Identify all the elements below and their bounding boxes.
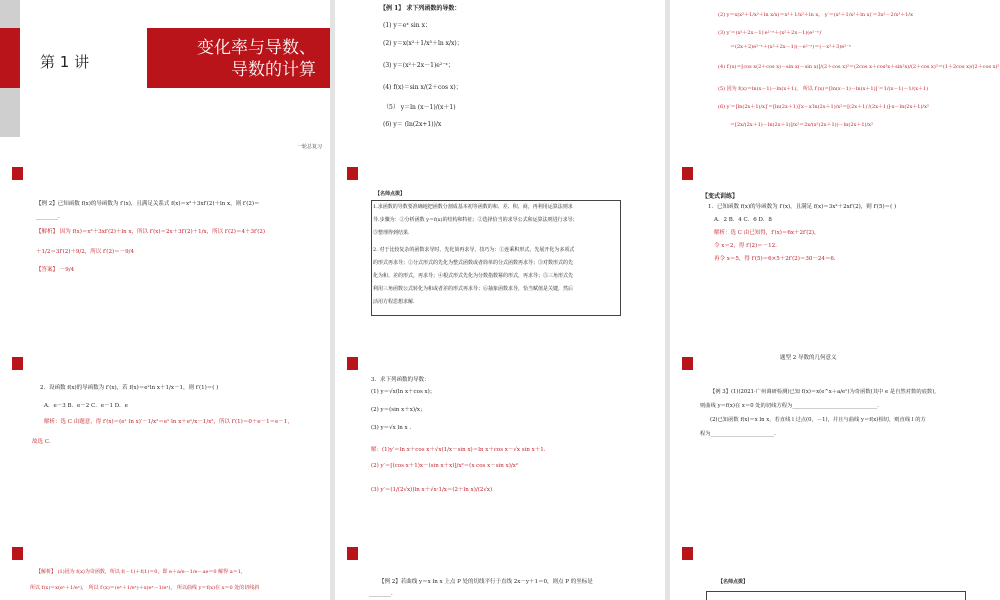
slide-marker (12, 167, 23, 180)
slide-thumbnail-10[interactable] (0, 537, 330, 600)
problem-item: (3) y＝(x²＋2x－1)e²⁻ˣ； (383, 62, 454, 69)
tip-line: 1.求函数的导数要准确地把函数分割成基本初等函数的和、差、积、商，再利用运算法则求 (373, 204, 573, 210)
slide-marker (347, 547, 358, 560)
answer-blank: ________. (36, 214, 60, 220)
problem-item: (3) y＝√x ln x . (371, 425, 412, 431)
question-text: 2．设函数 f(x)的导函数为 f′(x)，若 f(x)＝eˣln x＋1/x－1，则 f′(1)＝( ) (40, 385, 219, 391)
solution-line: ＝[2x/(2x＋1)－ln(2x＋1)]/x²＝2x/(x²(2x＋1))－ln(2x＋1)/x² (730, 122, 873, 128)
tip-line: 的形式再求导；②分式形式的先化为整式函数或者简单的分式函数再求导；③对数形式的先 (373, 260, 574, 266)
solution-line: (6) y′＝[ln(2x＋1)/x]′＝[ln(2x＋1)]′x－x′ln(2x＋1)/x²＝[(2x＋1)′/(2x＋1)]·x－ln(2x＋1)/x² (718, 104, 929, 110)
tip-line: 利用三角函数公式转化为和或者差的形式再求导；⑥抽象函数求导，恰当赋值是关键，然后 (373, 286, 574, 292)
problem-item: (2) y＝x(x²＋1/x³＋ln x/x)； (383, 40, 463, 47)
problem-item: （5） y＝ln (x－1)/(x＋1) (383, 104, 456, 111)
solution-line: 【解析】 因为 f(x)＝x²＋3xf′(2)＋ln x，所以 f′(x)＝2x＋3f′(2)＋1/x，所以 f′(2)＝4＋3f′(2) (36, 229, 266, 235)
slide-thumbnail-5[interactable] (335, 157, 665, 347)
slide-title (180, 37, 316, 81)
slide-thumbnail-2[interactable] (335, 0, 665, 157)
solution-line: 故选 C. (32, 439, 51, 445)
slide-thumbnail-7[interactable] (0, 347, 330, 537)
problem-item: (2) y＝(sin x＋x)/x； (371, 407, 426, 413)
solution-line: ＝(2x＋2)e²⁻ˣ＋(x²＋2x－1)(－e²⁻ˣ)＝(－x²＋3)e²⁻ˣ (730, 44, 851, 50)
solution-line: (3) y′＝(1/(2√x))ln x＋√x·1/x＝(2＋ln x)/(2√x) (371, 487, 493, 493)
solution-line: (5) 因为 f(x)＝ln(x－1)－ln(x＋1)， 所以 f′(x)＝[ln(x－1)－ln(x＋1)]′＝1/(x－1)－1/(x＋1) (718, 86, 929, 92)
lecture-label: 第 1 讲 (40, 53, 90, 71)
slide-thumbnail-3[interactable] (670, 0, 1000, 157)
example-heading: 【例 1】 求下列函数的导数： (380, 5, 461, 12)
tip-line: 2. 对于比较复杂的函数求导时，先化简再求导，技巧为：①连乘积形式，先展开化为多项式 (373, 247, 575, 253)
slide-thumbnail-11[interactable] (335, 537, 665, 600)
question-heading: 3．求下列函数的导数： (371, 377, 430, 383)
practice-heading: 【变式训练】 (702, 193, 739, 200)
tip-heading: 【名师点拨】 (718, 579, 749, 585)
slide-marker (12, 547, 23, 560)
solution-line: 令 x＝2，得 f′(2)＝－12. (714, 243, 777, 249)
question-text: 1．已知函数 f(x)的导函数为 f′(x)，且满足 f(x)＝3x²＋2xf′(2)，则 f′(5)＝( ) (708, 204, 897, 210)
slide-marker (347, 167, 358, 180)
slide-marker (682, 357, 693, 370)
question-text: 程为________________________. (700, 431, 776, 437)
question-text: 则曲线 y＝f(x)在 x＝0 处的切线方程为________________________________. (700, 403, 879, 409)
question-text: (2)已知函数 f(x)＝x ln x，若直线 l 过点(0，－1)，并且与曲线 y＝f(x)相切，则直线 l 的方 (710, 417, 926, 423)
solution-line: 【解析】 (1)因为 f(x)为奇函数，所以 f(－1)＋f(1)＝0，即 e＋a/e－1/e－ae＝0 解得 a＝1， (36, 569, 246, 575)
problem-item: (1) y＝eˣ sin x； (383, 22, 431, 29)
slide-marker (347, 357, 358, 370)
slide-marker (682, 167, 693, 180)
slide-thumbnail-1[interactable] (0, 0, 330, 157)
tip-heading: 【名师点拨】 (375, 191, 406, 197)
options-text: A．2 B．4 C．6 D．8 (714, 217, 772, 223)
question-text: 【例 2】若曲线 y＝x ln x 上点 P 处的切线平行于直线 2x－y＋1＝0，则点 P 的坐标是 (379, 579, 593, 585)
solution-line: 所以 f(x)＝x(eˣ＋1/eˣ)， 所以 f′(x)＝(eˣ＋1/eˣ)＋x(eˣ－1/eˣ)， 所以曲线 y＝f(x)在 x＝0 处的切线斜 (30, 585, 260, 591)
decor-red-block (0, 28, 20, 88)
question-text: 【例 3】(1)(2021·广州调研检测)已知 f(x)＝x(e^x＋a/eˣ)为奇函数(其中 e 是自然对数的底数)， (710, 389, 940, 395)
solution-line: 解：(1)y′＝ln x＋cos x＋√x(1/x－sin x)＝ln x＋cos x－√x sin x＋1. (371, 447, 546, 453)
slide-thumbnail-4[interactable] (0, 157, 330, 347)
tip-line: 活用方程思想求解. (373, 299, 415, 305)
problem-item: (4) f(x)＝sin x/(2＋cos x)； (383, 84, 462, 91)
solution-line: 解析：选 C 由题意，得 f′(x)＝(eˣ ln x)′－1/x²＝eˣ ln x＋eˣ/x－1/x²，所以 f′(1)＝0＋e－1＝e－1， (44, 419, 293, 425)
solution-line: 解析：选 C 由已知得，f′(x)＝6x＋2f′(2)， (714, 230, 820, 236)
slide-thumbnail-12[interactable] (670, 537, 1000, 600)
slide-thumbnail-8[interactable] (335, 347, 665, 537)
slide-marker (12, 357, 23, 370)
solution-line: (3) y′＝(x²＋2x－1)′e²⁻ˣ＋(x²＋2x－1)(e²⁻ˣ)′ (718, 30, 823, 36)
options-text: A．e－3 B．e－2 C．e－1 D．e (44, 403, 128, 409)
slide-marker (682, 547, 693, 560)
question-text: 【例 2】已知函数 f(x)的导函数为 f′(x)，且满足关系式 f(x)＝x²＋3xf′(2)＋ln x，则 f′(2)＝ (36, 201, 260, 207)
slide-thumbnail-6[interactable] (670, 157, 1000, 347)
answer-blank: ________. (369, 591, 393, 597)
solution-line: (2) y′＝[(cos x＋1)x－(sin x＋x)]/x²＝(x cos x－sin x)/x² (371, 463, 519, 469)
section-title: 题型 2 导数的几何意义 (780, 355, 837, 361)
solution-line: (4) f′(x)＝[cos x(2＋cos x)－sin x(－sin x)]/(2＋cos x)²＝(2cos x＋cos²x＋sin²x)/(2＋cos x)²＝(1＋2cos x)/(2＋cos x)² (718, 64, 1000, 70)
footer-text: 一轮总复习 (296, 144, 322, 150)
solution-line: (2) y＝x(x²＋1/x³＋ln x/x)＝x³＋1/x²＋ln x， y′＝(x³＋1/x²＋ln x)′＝3x²－2/x³＋1/x (718, 12, 913, 18)
tip-line: 化为和、差的形式，再求导；④根式形式先化为分数指数幂的形式，再求导；⑤三角形式先 (373, 273, 574, 279)
tip-box (706, 591, 966, 600)
tip-line: ③整理得到结果. (373, 230, 410, 236)
slide-thumbnail-9[interactable] (670, 347, 1000, 537)
answer-line: 【答案】 －9/4 (36, 267, 75, 273)
title-line-2: 导数的计算 (231, 60, 316, 80)
problem-item: (6) y＝ (ln(2x+1))/x (383, 121, 442, 128)
solution-line: 再令 x＝5，得 f′(5)＝6×5＋2f′(2)＝30－24＝6. (714, 256, 836, 262)
title-line-1: 变化率与导数、 (197, 38, 316, 58)
problem-item: (1) y＝√x(ln x＋cos x)； (371, 389, 436, 395)
tip-line: 导.步骤为：①分析函数 y＝f(x)的结构和特征；②选择恰当的求导公式和运算法则进行求导； (373, 217, 578, 223)
solution-line: ＋1/2＝3f′(2)＋9/2，所以 f′(2)＝－9/4 (36, 249, 134, 255)
